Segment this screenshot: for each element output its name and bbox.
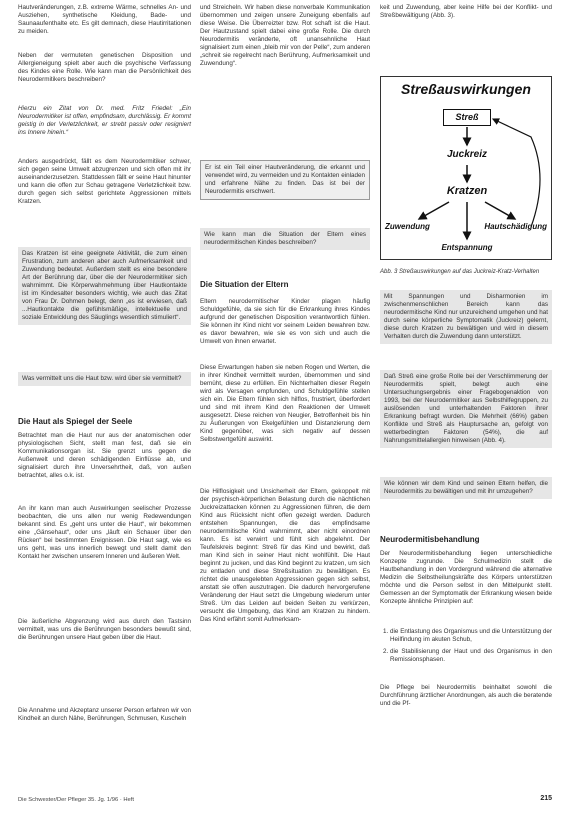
figure-caption: Abb. 3 Streßauswirkungen auf das Juckreiz-Kratz-Verhalten: [380, 269, 540, 275]
paragraph: An ihr kann man auch Auswirkungen seelischer Prozesse beobachten, die uns allen nur wenig Redewendungen bekannt sind. Es „geht uns unter die Haut“, wir bekommen eine „Gänsehaut“, oder uns „läuft ein Schauer über den Rücken“ bei bestimmten Ereignissen. Die Haut sagt, wie es uns geht, was uns innerlich bewegt und stellt damit den Kontakt her zwischen unserem Inneren und äußeren Welt.: [18, 505, 191, 560]
paragraph: und Streicheln. Wir haben diese nonverbale Kommunikation übernommen und zeigen unsere Zuneigung ebenfalls auf diese Weise. Die Überreizter bzw. Rot schaft ist die Haut. Der Hautzustand spielt dabei eine große Rolle. Die durch Neurodermitis veränderte, oft unansehnliche Haut signalisiert zum einen „bleib mir von der Pelle“, zum anderen „schreit sie regelrecht nach Berührung, Aufmerksamkeit und Zuwendung“.: [200, 4, 370, 67]
paragraph: Die Hilflosigkeit und Unsicherheit der Eltern, gekoppelt mit der psychisch-körperlichen Belastung durch die nächtlichen Juckreizattacken können zu Aggressionen führen, die dem Kind aus Rücksicht nicht offen gezeigt werden. Dadurch entstehen Spannungen, die das empfindsame neurodermitische Kind wahrnimmt, aber nicht einordnen kann. Es ist verwirrt und fühlt sich abgelehnt. Der Teufelskreis beginnt: Streß für das Kind und bewirkt, daß man Kind sich in seiner Haut nicht wohlfühlt. Die Haut beginnt zu jucken, und das Kind beginnt zu kratzen, um sich zu entladen und diese Streßsituation zu bewältigen. Es richtet die unausgelebten Aggressionen gegen sich selbst, anstatt sie offen auszutragen. Die dadurch hervorgerufene Veränderung der Haut setzt die Umgebung wiederum unter Streß. Um das Leiden auf beiden Seiten zu verkürzen, versucht die Umgebung, das Kind am Kratzen zu hindern. Das Kind erfährt somit Aufmerksam-: [200, 488, 370, 623]
shaded-paragraph: Das Kratzen ist eine geeignete Aktivität, die zum einen Frustration, zum anderen aber auch Aufmerksamkeit und Zuwendung bedeutet. Außerdem stellt es eine besondere Art der Berührung dar, über die der Neurodermitiker sich wahrnimmt. Die Körperwahrnehmung über Hautkontakte ist im Kindesalter besonders wichtig, wie auch das Zitat von Frau Dr. Dohmen belegt, denn „es ist erwiesen, daß ...Hautkontakte die gefühlsmäßige, intellektuelle und soziale Entwicklung des Säuglings wesentlich stimuliert“.: [18, 247, 191, 325]
diagram-node-juckreiz: Juckreiz: [446, 149, 488, 160]
diagram-node-entspannung: Entspannung: [441, 243, 493, 252]
paragraph: Betrachtet man die Haut nur aus der anatomischen oder physiologischen Sicht, stellt man fest, daß sie ein Kommunikationsorgan ist. Sie grenzt uns gegen die Außenwelt und deren schädigenden Einflüsse ab, und signalisiert durch ihre Unversehrtheit, daß, von außen betrachtet, alles o.k. ist.: [18, 432, 191, 479]
paragraph: Die Pflege bei Neurodermitis beinhaltet sowohl die Durchführung ärztlicher Anordnungen, als auch die beratende und die Pf-: [380, 684, 552, 707]
paragraph: keit und Zuwendung, aber keine Hilfe bei der Konflikt- und Streßbewältigung (Abb. 3).: [380, 4, 552, 19]
section-heading: Neurodermitisbehandlung: [380, 535, 480, 544]
paragraph: Der Neurodermitisbehandlung liegen unterschiedliche Konzepte zugrunde. Die Schulmedizin stellt die Hautbehandlung in den Vordergrund während die alternative Medizin die Selbstheilungskräfte des Körpers unterstützen möchte und die Person selbst in den Mittelpunkt stellt. Gemessen an der Symptomatik der Erkrankung wiesen beide Konzepte ähnliche Prinzipien auf:: [380, 550, 552, 605]
highlight-box: Er ist ein Teil einer Hautveränderung, die erkannt und verwendet wird, zu vermeiden und zu Kontakten einladen und erfahrene Nähe zu finden. Das ist bei der Neurodermitis erschwert.: [200, 160, 370, 200]
paragraph: Diese Erwartungen haben sie neben Rogen und Werten, die in ihrer Kindheit vermittelt wurden, übernommen und sind bemüht, diese zu erfüllen. Ein Nichterhalten dieser Regeln wird als Versagen empfunden, und Schuldgefühle stellen sich ein. Die Eltern fühlen sich hilflos, frustriert, überfordert und sind mit ihrem Kind den Reaktionen der Umwelt ausgesetzt. Diese reichen von Neugier, Betroffenheit bis hin zu Äußerungen von Ekelgefühlen und Distanzierung dem Kind gegenüber, was sich negativ auf dessen Selbstwertgefühl auswirkt.: [200, 364, 370, 443]
paragraph: Die Annahme und Akzeptanz unserer Person erfahren wir von Kindheit an durch Nähe, Berührungen, Schmusen, Kuscheln: [18, 707, 191, 722]
shaded-paragraph: Mit Spannungen und Disharmonien im zwischenmenschlichen Bereich kann das neurodermitische Kind nur unzureichend umgehen und hat durch seine körperliche Symptomatik (Juckreiz) gelernt, diese durch Kratzen zu bewältigen und wird in diesem Verhalten durch die Zuwendung dann unterstützt.: [380, 290, 552, 344]
shaded-question: Wie können wir dem Kind und seinen Eltern helfen, die Neurodermitis zu bewältigen und mit ihr umzugehen?: [380, 477, 552, 499]
section-heading: Die Situation der Eltern: [200, 280, 289, 289]
diagram-title: Streßauswirkungen: [401, 81, 531, 97]
diagram-arrows: [381, 77, 553, 261]
diagram-node-stress: Streß: [443, 109, 491, 126]
paragraph: Neben der vermuteten genetischen Disposition und Allergieneigung spielt aber auch die psychische Verfassung des Kindes eine Rolle. Wie kann man die Persönlichkeit des Neurodermitikers beschreiben?: [18, 52, 191, 83]
stress-diagram: [380, 76, 552, 260]
list-item: 1. die Entlastung des Organismus und die Unterstützung der Heilfindung im akuten Schub,: [390, 628, 552, 644]
paragraph: Eltern neurodermitischer Kinder plagen häufig Schuldgefühle, da sie sich für die Erkrankung ihres Kindes aufgrund der genetischen Disposition verantwortlich fühlen. Sie können ihr Kind nicht vor seinem Leiden bewahren bzw. es davor bewahren, wie sie es von sich und auch die Umwelt von ihnen erwartet.: [200, 298, 370, 345]
page-number: 215: [540, 795, 552, 802]
list-item: 2. die Stabilisierung der Haut und des Organismus in den Remissionsphasen.: [390, 648, 552, 664]
section-heading: Die Haut als Spiegel der Seele: [18, 417, 133, 426]
paragraph: Anders ausgedrückt, fällt es dem Neurodermitiker schwer, sich gegen seine Umwelt abzugrenzen und sich offen mit ihr auseinanderzusetzen. Stattdessen fällt er seine Haut hinunter und kann die offen zur Schau getragene Verletzlichkeit bzw. durch gegen sich selbst gerichtete Aggressionen mittels Kratzen.: [18, 158, 191, 205]
paragraph: Die äußerliche Abgrenzung wird aus durch den Tastsinn vermittelt, was uns die Berührungen besonders bewußt sind, die Berührungen unsere Haut geben über die Haut.: [18, 618, 191, 641]
diagram-node-hautschaedigung: Hautschädigung: [484, 222, 547, 231]
shaded-question: Was vermittelt uns die Haut bzw. wird über sie vermittelt?: [18, 372, 191, 386]
numbered-list: [380, 628, 552, 664]
arrow-kratzen-zuwendung: [419, 202, 449, 219]
diagram-node-zuwendung: Zuwendung: [385, 222, 430, 231]
diagram-node-kratzen: Kratzen: [446, 185, 488, 197]
paragraph: Hautveränderungen, z.B. extreme Wärme, schnelles An- und Ausziehen, synthetische Kleidung, Bade- und Saunaaufenthalte etc. Es gilt demnach, diese Hautirritationen zu meiden.: [18, 4, 191, 35]
journal-footer: Die Schwester/Der Pfleger 35. Jg. 1/96 · Heft: [18, 797, 134, 803]
arrow-kratzen-hautschaedigung: [485, 202, 515, 219]
quote-paragraph: Hierzu ein Zitat von Dr. med. Fritz Friedel: „Ein Neurodermitiker ist offen, empfindsam, durchlässig. Er kommt geistig in der Verletzlichkeit, er strebt passiv oder resigniert ins Innere hinein.“: [18, 105, 191, 136]
shaded-paragraph: Daß Streß eine große Rolle bei der Verschlimmerung der Neurodermitis spielt, belegt auch eine Untersuchungsergebnis einer Fragebogenaktion von 1993, bei der Neurodermitiker aus Selbsthilfegruppen, zu auslösenden und unterhaltenden Faktoren ihrer Erkrankung befragt wurden. Die Mehrheit (66%) gaben Konflikte und Streß als Hauptursache an, gefolgt von wetterbedingten Faktoren (54%), die auf Nahrungsmittelallergien hinweisen (Abb. 4).: [380, 370, 552, 448]
shaded-question: Wie kann man die Situation der Eltern eines neurodermitischen Kindes beschreiben?: [200, 228, 370, 250]
